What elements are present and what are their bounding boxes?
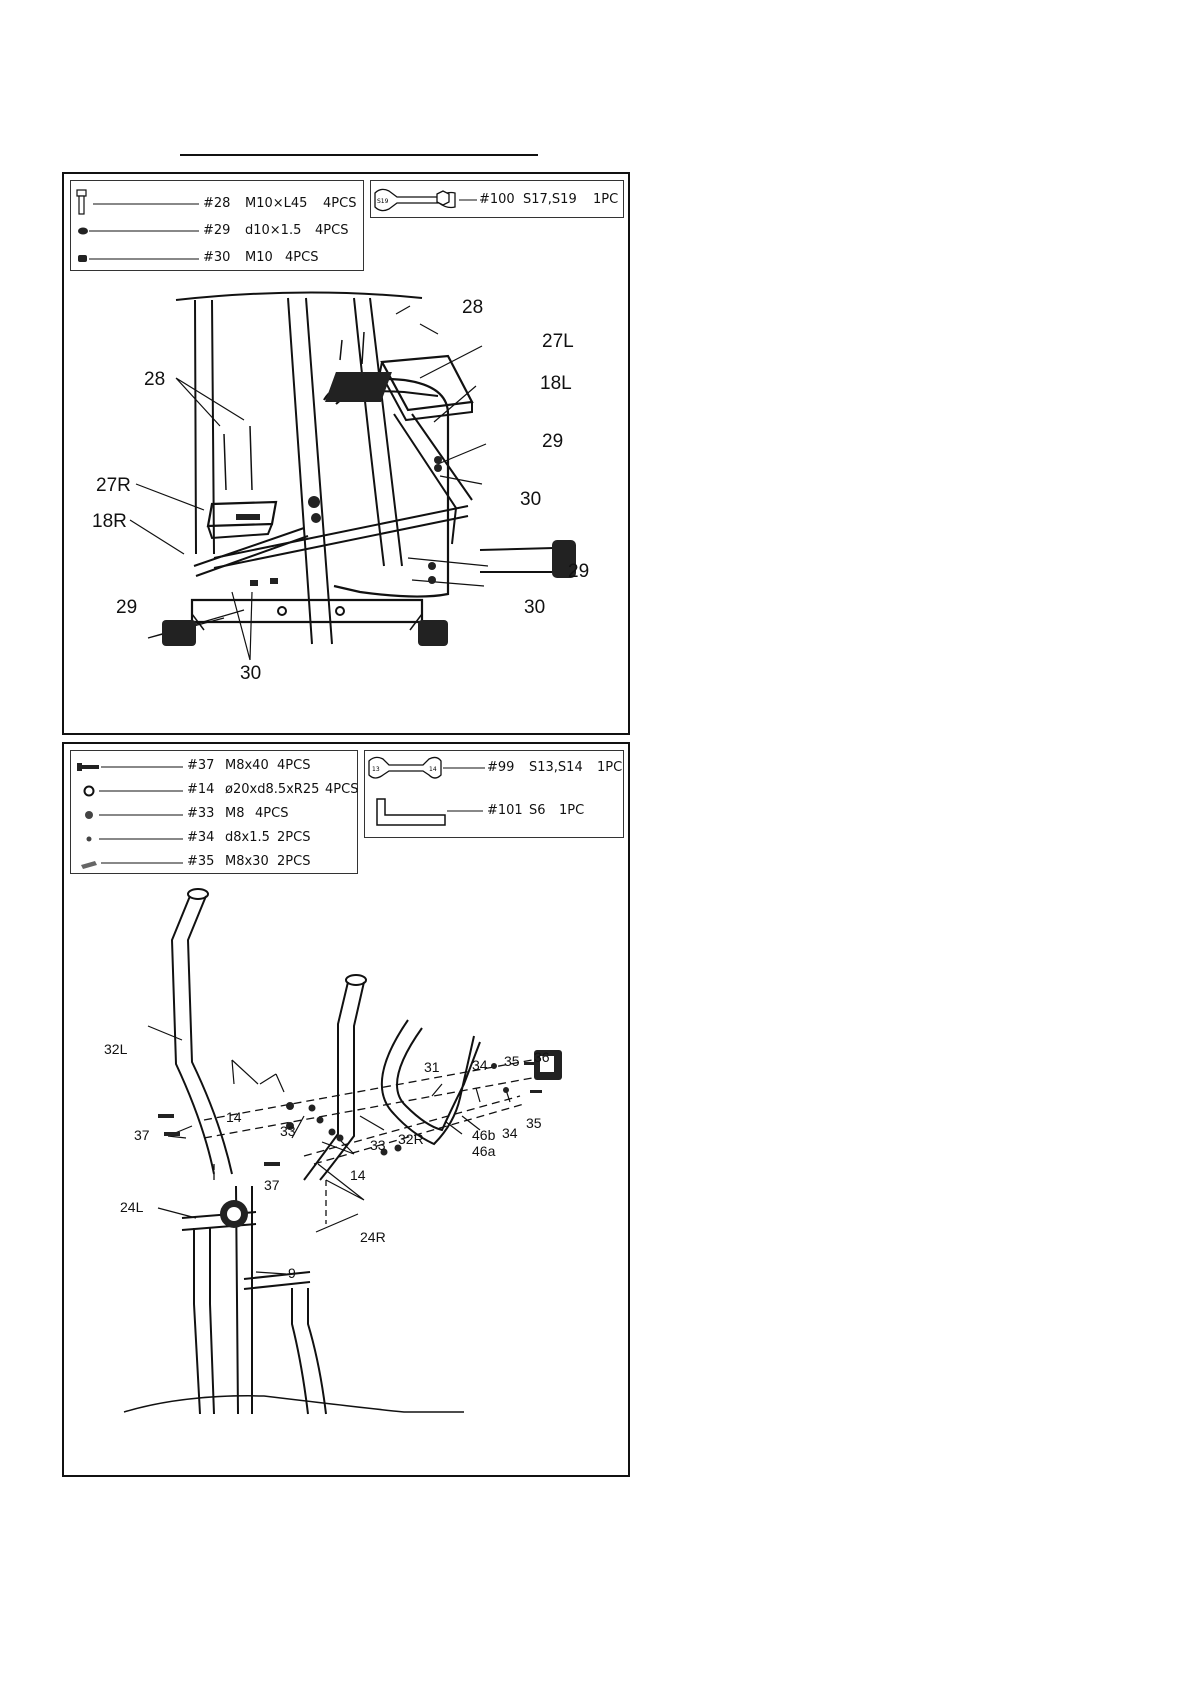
part-number: #33 — [187, 806, 215, 821]
post-24R — [292, 1288, 326, 1414]
callout-28-top: 28 — [462, 297, 484, 318]
bolt-shafts — [224, 332, 364, 490]
part-number: #29 — [203, 223, 231, 238]
post-24L — [194, 1228, 214, 1414]
part-number: #100 — [479, 192, 515, 207]
part-number: #30 — [203, 250, 231, 265]
callout-30-bottom: 30 — [240, 663, 262, 684]
part-number: #37 — [187, 758, 215, 773]
callout-36: 36 — [534, 1049, 550, 1065]
callout-9: 9 — [288, 1265, 296, 1281]
callout-18L: 18L — [540, 373, 572, 394]
part-qty: 2PCS — [277, 854, 311, 869]
part-qty: 4PCS — [277, 758, 311, 773]
part-qty: 2PCS — [277, 830, 311, 845]
step1-panel — [62, 172, 630, 735]
part-qty: 1PC — [593, 192, 619, 207]
callout-18R: 18R — [92, 511, 127, 532]
part-qty: 1PC — [559, 803, 585, 818]
callout-46b: 46b — [472, 1127, 496, 1143]
callout-24L: 24L — [120, 1199, 144, 1215]
part-number: #99 — [487, 760, 515, 775]
rear-roller — [480, 548, 554, 572]
callout-31: 31 — [424, 1059, 440, 1075]
callout-46a: 46a — [472, 1143, 496, 1159]
wrench-marking-left: S19 — [377, 198, 389, 205]
callout-29-right: 29 — [542, 431, 564, 452]
callout-14-left: 14 — [226, 1109, 242, 1125]
callout-24R: 24R — [360, 1229, 386, 1245]
step2-panel — [62, 742, 630, 1477]
part-number: #14 — [187, 782, 215, 797]
front-stabilizer — [192, 600, 422, 622]
part-spec: M8 — [225, 806, 245, 821]
title-underline — [180, 154, 538, 156]
callout-34-top: 34 — [472, 1057, 488, 1073]
handlebar-32L-cap — [188, 889, 208, 899]
part-qty: 4PCS — [285, 250, 319, 265]
callout-14-right: 14 — [350, 1167, 366, 1183]
stabilizer-hole — [336, 607, 344, 615]
floor-line — [124, 1396, 464, 1412]
crossbar-right — [244, 1272, 310, 1289]
part-number: #35 — [187, 854, 215, 869]
part-spec: ø20xd8.5xR25 — [225, 782, 320, 797]
callout-34-right: 34 — [502, 1125, 518, 1141]
part-spec: d8x1.5 — [225, 830, 270, 845]
upright-right — [354, 298, 402, 566]
callout-33-mid: 33 — [370, 1137, 386, 1153]
part-number: #101 — [487, 803, 523, 818]
callout-27L: 27L — [542, 331, 574, 352]
callout-33-top: 33 — [280, 1123, 296, 1139]
stabilizer-hole — [278, 607, 286, 615]
part-spec: S13,S14 — [529, 760, 583, 775]
part-qty: 4PCS — [255, 806, 289, 821]
wheel-left — [162, 620, 196, 646]
part-spec: S17,S19 — [523, 192, 577, 207]
callout-37-left: 37 — [134, 1127, 150, 1143]
center-post — [288, 298, 332, 644]
callout-32L: 32L — [104, 1041, 128, 1057]
callout-29-left: 29 — [116, 597, 138, 618]
callout-30-right: 30 — [520, 489, 542, 510]
callout-32R: 32R — [398, 1131, 424, 1147]
u-bar-31 — [382, 1020, 480, 1147]
callout-37-mid: 37 — [264, 1177, 280, 1193]
callout-30-lower: 30 — [524, 597, 546, 618]
pedal-assembly-drawing — [64, 174, 632, 737]
callout-29-lower: 29 — [568, 561, 590, 582]
callout-27R: 27R — [96, 475, 131, 496]
part-number: #34 — [187, 830, 215, 845]
wrench-marking-right: 14 — [429, 766, 437, 773]
part-spec: M10 — [245, 250, 273, 265]
part-spec: d10×1.5 — [245, 223, 302, 238]
handlebar-assembly-drawing — [64, 744, 632, 1479]
upright-left — [195, 300, 214, 554]
wrench-marking-left: 13 — [372, 766, 380, 773]
part-spec: M8x40 — [225, 758, 269, 773]
pedal-arm-18L — [394, 414, 472, 544]
part-qty: 4PCS — [323, 196, 357, 211]
pivot-bolt — [308, 496, 320, 508]
callout-35-top: 35 — [504, 1053, 520, 1069]
callout-28-left: 28 — [144, 369, 166, 390]
part-qty: 4PCS — [325, 782, 359, 797]
part-spec: M10×L45 — [245, 196, 308, 211]
handlebar-32R-cap — [346, 975, 366, 985]
wheel-right — [418, 620, 448, 646]
part-spec: M8x30 — [225, 854, 269, 869]
part-qty: 1PC — [597, 760, 623, 775]
leaders-low — [158, 1164, 364, 1274]
handlebar-32R — [304, 982, 366, 1183]
callout-35-right: 35 — [526, 1115, 542, 1131]
leaders-top — [148, 1026, 284, 1092]
console-edge — [176, 292, 422, 300]
part-spec: S6 — [529, 803, 546, 818]
handlebar-32L — [172, 896, 232, 1174]
part-number: #28 — [203, 196, 231, 211]
part-qty: 4PCS — [315, 223, 349, 238]
